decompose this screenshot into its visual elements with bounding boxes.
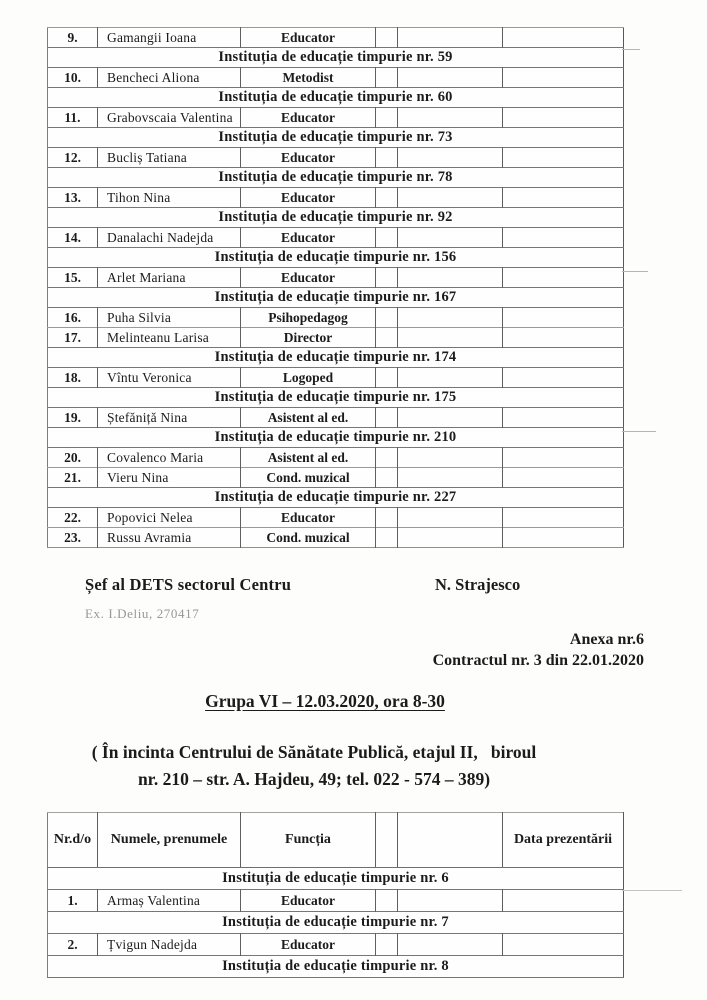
scan-artifact: [622, 271, 648, 272]
row-number-cell: 23.: [64, 529, 81, 545]
function-cell: Educator: [241, 228, 376, 248]
empty-cell: [398, 368, 503, 388]
date-empty-cell: [503, 408, 624, 428]
date-empty-cell: [503, 148, 624, 168]
institution-cell: Instituția de educație timpurie nr. 78: [218, 169, 453, 185]
table-header-row: [48, 813, 624, 868]
function-cell: Asistent al ed.: [241, 408, 376, 428]
date-empty-cell: [503, 268, 624, 288]
group-heading: Grupa VI – 12.03.2020, ora 8-30: [205, 691, 445, 711]
header-date: Data prezentării: [503, 813, 624, 868]
institution-row: [48, 388, 624, 408]
empty-cell: [398, 408, 503, 428]
row-number-cell: 20.: [64, 449, 81, 465]
name-cell: Bencheci Aliona: [98, 68, 241, 88]
row-number-cell: 21.: [64, 469, 81, 485]
function-cell: Educator: [241, 508, 376, 528]
date-empty-cell: [503, 890, 624, 912]
row-number-cell: 16.: [64, 309, 81, 325]
row-number-cell: 14.: [64, 229, 81, 245]
empty-cell: [376, 28, 398, 48]
empty-cell: [376, 108, 398, 128]
empty-cell: [376, 328, 398, 348]
empty-cell: [376, 448, 398, 468]
date-empty-cell: [503, 308, 624, 328]
scan-artifact: [622, 49, 640, 50]
date-empty-cell: [503, 188, 624, 208]
function-cell: Asistent al ed.: [241, 448, 376, 468]
row-number-cell: 12.: [64, 149, 81, 165]
institution-row: [48, 428, 624, 448]
empty-cell: [398, 68, 503, 88]
institution-row: [48, 956, 624, 978]
empty-cell: [376, 408, 398, 428]
institution-row: [48, 128, 624, 148]
empty-cell: [376, 68, 398, 88]
person-row: [48, 308, 624, 328]
name-cell: Ștefăniță Nina: [98, 408, 241, 428]
function-cell: Cond. muzical: [241, 468, 376, 488]
roster-table-bottom: [47, 812, 624, 978]
date-empty-cell: [503, 28, 624, 48]
header-nr: Nr.d/o: [48, 813, 98, 868]
institution-cell: Instituția de educație timpurie nr. 59: [218, 49, 453, 65]
name-cell: Russu Avramia: [98, 528, 241, 548]
contract-line: Contractul nr. 3 din 22.01.2020: [432, 652, 644, 669]
person-row: [48, 408, 624, 428]
date-empty-cell: [503, 448, 624, 468]
function-cell: Cond. muzical: [241, 528, 376, 548]
function-cell: Educator: [241, 934, 376, 956]
person-row: [48, 890, 624, 912]
empty-cell: [376, 308, 398, 328]
function-cell: Educator: [241, 148, 376, 168]
empty-cell: [376, 468, 398, 488]
institution-cell: Instituția de educație timpurie nr. 8: [222, 958, 449, 974]
institution-cell: Instituția de educație timpurie nr. 6: [222, 870, 449, 886]
name-cell: Arlet Mariana: [98, 268, 241, 288]
institution-cell: Instituția de educație timpurie nr. 174: [214, 349, 457, 365]
row-number-cell: 13.: [64, 189, 81, 205]
row-number-cell: 15.: [64, 269, 81, 285]
empty-cell: [398, 468, 503, 488]
institution-cell: Instituția de educație timpurie nr. 175: [214, 389, 457, 405]
scan-artifact: [622, 890, 682, 891]
header-empty: [376, 813, 398, 868]
institution-cell: Instituția de educație timpurie nr. 156: [214, 249, 457, 265]
row-number-cell: 10.: [64, 69, 81, 85]
empty-cell: [398, 268, 503, 288]
date-empty-cell: [503, 328, 624, 348]
empty-cell: [376, 528, 398, 548]
institution-row: [48, 912, 624, 934]
name-cell: Covalenco Maria: [98, 448, 241, 468]
name-cell: Vîntu Veronica: [98, 368, 241, 388]
person-row: [48, 528, 624, 548]
location-block: [0, 739, 628, 793]
institution-row: [48, 248, 624, 268]
row-number-cell: 1.: [67, 892, 78, 908]
person-row: [48, 934, 624, 956]
name-cell: Grabovscaia Valentina: [98, 108, 241, 128]
person-row: [48, 448, 624, 468]
empty-cell: [398, 148, 503, 168]
signature-title: Șef al DETS sectorul Centru: [85, 575, 292, 594]
function-cell: Educator: [241, 28, 376, 48]
header-name: Numele, prenumele: [98, 813, 241, 868]
empty-cell: [398, 528, 503, 548]
empty-cell: [376, 228, 398, 248]
empty-cell: [398, 308, 503, 328]
row-number-cell: 9.: [67, 29, 78, 45]
name-cell: Danalachi Nadejda: [98, 228, 241, 248]
empty-cell: [376, 890, 398, 912]
empty-cell: [398, 108, 503, 128]
empty-cell: [376, 148, 398, 168]
institution-row: [48, 208, 624, 228]
row-number-cell: 19.: [64, 409, 81, 425]
institution-row: [48, 168, 624, 188]
empty-cell: [376, 508, 398, 528]
person-row: [48, 368, 624, 388]
date-empty-cell: [503, 468, 624, 488]
signature-name: N. Strajesco: [435, 575, 521, 594]
person-row: [48, 28, 624, 48]
name-cell: Popovici Nelea: [98, 508, 241, 528]
institution-row: [48, 88, 624, 108]
row-number-cell: 2.: [67, 936, 78, 952]
row-number-cell: 17.: [64, 329, 81, 345]
institution-row: [48, 868, 624, 890]
institution-cell: Instituția de educație timpurie nr. 7: [222, 914, 449, 930]
person-row: [48, 188, 624, 208]
institution-row: [48, 348, 624, 368]
institution-cell: Instituția de educație timpurie nr. 227: [214, 489, 457, 505]
empty-cell: [398, 328, 503, 348]
date-empty-cell: [503, 228, 624, 248]
function-cell: Metodist: [241, 68, 376, 88]
row-number-cell: 18.: [64, 369, 81, 385]
name-cell: Bucliș Tatiana: [98, 148, 241, 168]
institution-row: [48, 48, 624, 68]
empty-cell: [398, 890, 503, 912]
empty-cell: [376, 188, 398, 208]
location-line-1: ( În incinta Centrului de Sănătate Publică, etajul II, biroul: [91, 742, 537, 762]
name-cell: Țvigun Nadejda: [98, 934, 241, 956]
function-cell: Psihopedagog: [241, 308, 376, 328]
person-row: [48, 328, 624, 348]
function-cell: Logoped: [241, 368, 376, 388]
empty-cell: [376, 268, 398, 288]
person-row: [48, 228, 624, 248]
date-empty-cell: [503, 368, 624, 388]
date-empty-cell: [503, 108, 624, 128]
name-cell: Gamangii Ioana: [98, 28, 241, 48]
header-empty: [398, 813, 503, 868]
empty-cell: [398, 228, 503, 248]
empty-cell: [398, 188, 503, 208]
date-empty-cell: [503, 68, 624, 88]
name-cell: Vieru Nina: [98, 468, 241, 488]
function-cell: Educator: [241, 890, 376, 912]
annex-block: [433, 629, 644, 671]
institution-row: [48, 288, 624, 308]
institution-cell: Instituția de educație timpurie nr. 60: [218, 89, 453, 105]
person-row: [48, 148, 624, 168]
name-cell: Puha Silvia: [98, 308, 241, 328]
header-function: Funcția: [241, 813, 376, 868]
institution-cell: Instituția de educație timpurie nr. 92: [218, 209, 453, 225]
person-row: [48, 508, 624, 528]
row-number-cell: 11.: [64, 109, 81, 125]
function-cell: Educator: [241, 188, 376, 208]
institution-cell: Instituția de educație timpurie nr. 210: [214, 429, 457, 445]
function-cell: Educator: [241, 108, 376, 128]
empty-cell: [398, 508, 503, 528]
date-empty-cell: [503, 528, 624, 548]
scan-artifact: [622, 431, 656, 432]
person-row: [48, 68, 624, 88]
location-line-2: nr. 210 – str. A. Hajdeu, 49; tel. 022 - 574 – 389): [137, 769, 491, 789]
executor-note: Ex. I.Deliu, 270417: [85, 606, 200, 621]
row-number-cell: 22.: [64, 509, 81, 525]
empty-cell: [398, 934, 503, 956]
roster-table-top: [47, 27, 624, 548]
empty-cell: [376, 368, 398, 388]
name-cell: Tihon Nina: [98, 188, 241, 208]
institution-cell: Instituția de educație timpurie nr. 167: [214, 289, 457, 305]
function-cell: Director: [241, 328, 376, 348]
person-row: [48, 268, 624, 288]
empty-cell: [376, 934, 398, 956]
annex-number: Anexa nr.6: [569, 631, 644, 648]
empty-cell: [398, 28, 503, 48]
person-row: [48, 468, 624, 488]
date-empty-cell: [503, 934, 624, 956]
institution-cell: Instituția de educație timpurie nr. 73: [218, 129, 453, 145]
name-cell: Melinteanu Larisa: [98, 328, 241, 348]
person-row: [48, 108, 624, 128]
date-empty-cell: [503, 508, 624, 528]
institution-row: [48, 488, 624, 508]
empty-cell: [398, 448, 503, 468]
name-cell: Armaș Valentina: [98, 890, 241, 912]
function-cell: Educator: [241, 268, 376, 288]
